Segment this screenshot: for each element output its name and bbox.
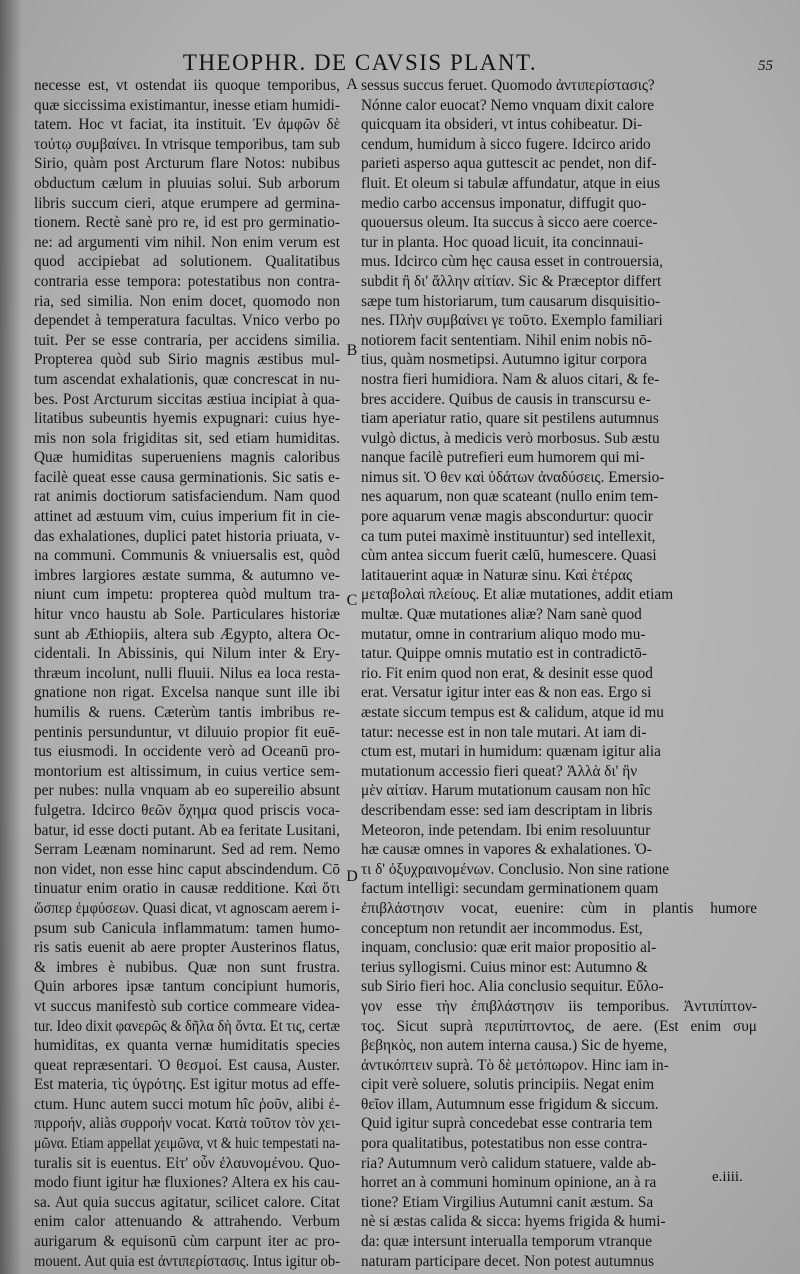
text-line: tur. Ideo dixit φανερῶς & δῆλα δὴ ὄντα. Et τις, certæ xyxy=(34,1017,340,1035)
text-line: mutatur, omne in contrarium aliquo modo mu- xyxy=(361,625,646,643)
text-line: non videt, non esse hinc caput abscindendum. Cō xyxy=(34,860,340,878)
text-line: Est materia, τὶς ὑγρότης. Est igitur motus ad effe- xyxy=(34,1076,340,1094)
text-line: sub Sirio fieri hoc. Alia conclusio sequitur. Εὔλο- xyxy=(361,978,664,996)
text-line: æstate siccum tempus est & calidum, atque id mu xyxy=(361,704,664,721)
text-line: per nubes: nulla vnquam ab eo supereilio absunt xyxy=(34,782,340,800)
text-line: litatibus subeuntis hyemis expugnari: cuius hye- xyxy=(34,410,340,428)
text-line: γον esse τὴν ἐπιβλάστησιν iis temporibus. Ἀντιπίπτον- xyxy=(361,997,757,1015)
text-line: pentinis persunduntur, vt diluuio propior fit euē- xyxy=(34,723,340,741)
text-line: necesse est, vt ostendat iis quoque temporibus, xyxy=(34,77,340,94)
text-line: Quin arbores ipsæ tantum concipiunt humoris, xyxy=(34,978,340,996)
text-line: cendum, humidum à sicco fugere. Idcirco arido xyxy=(361,135,651,153)
text-line: thræum incolunt, nulli fluuii. Nilus ea loca resta- xyxy=(34,664,340,682)
text-line: ἀντικόπτειν suprà. Τὸ δὲ μετόπωρον. Hinc iam in- xyxy=(361,1056,669,1074)
text-line: humiditas, ex quanta vernæ humiditatis species xyxy=(34,1037,340,1055)
text-line: nimus sit. Ὁ θεν καὶ ὑδάτων ἀναδύσεις. Emersio- xyxy=(361,468,665,486)
text-line: vt succus manifestò sub cortice commeare videa- xyxy=(34,997,340,1015)
text-line: τούτῳ συμβαίνει. In vtrisque temporibus, tam sub xyxy=(34,135,340,153)
text-line: tur in planta. Hoc quoad licuit, ita concinnaui- xyxy=(361,233,644,251)
text-line: cùm antea siccum fuerit cælū, humescere. Quasi xyxy=(361,547,657,565)
text-line: rat animis doctiorum satisfaciendum. Nam quod xyxy=(34,488,340,506)
text-line: sessus succus feruet. Quomodo ἀντιπερίστασις? xyxy=(361,77,655,94)
text-line: humilis & ruens. Cæterùm tantis imbribus re- xyxy=(34,704,340,721)
right-text-column xyxy=(361,76,757,1271)
margin-letter-c: C xyxy=(346,592,358,609)
margin-letter-d: D xyxy=(346,868,358,885)
text-line: tuit. Per se esse contraria, per accidens similia. xyxy=(34,331,340,349)
text-line: quæ siccissima existimantur, inesse etiam humidi- xyxy=(34,96,340,114)
text-line: tionem. Rectè sanè pro re, id est pro germinatio- xyxy=(34,214,340,232)
binding-shadow xyxy=(0,0,22,1274)
text-line: tiam aperiatur ratio, quare sit pestilens autumnus xyxy=(361,410,659,428)
text-line: batur, id esse docti putant. Ab ea feritate Lusitani, xyxy=(34,821,340,839)
text-line: conceptum non retundit aer incommodus. Est, xyxy=(361,919,643,937)
text-line: contraria esse tempora: potestatibus non contra- xyxy=(34,272,340,290)
signature-mark: e.iiii. xyxy=(712,1169,743,1185)
text-line: factum intelligi: secundam germinationem quam xyxy=(361,880,659,898)
text-line: nes aquarum, non quæ scateant (nullo enim tem- xyxy=(361,488,659,506)
text-line: ria? Autumnum verò calidum statuere, valde ab- xyxy=(361,1154,657,1172)
text-line: ris satis euenit ab aere propter Austerinos flatus, xyxy=(34,939,340,957)
text-line: μεταβολαὶ πλείους. Et aliæ mutationes, addit etiam xyxy=(361,586,674,604)
text-line: bres accidere. Quibus de causis in transcursu e- xyxy=(361,390,651,408)
text-line: sæpe tum historiarum, tum causarum disquisitio- xyxy=(361,292,661,310)
text-line: mus. Idcirco cùm hęc causa esset in controuersia, xyxy=(361,253,664,271)
text-line: vulgò dictus, à medicis verò morbosus. Sub æstu xyxy=(361,429,660,447)
text-line: tinuatur enim oratio in causæ redditione. Καὶ ὅτι xyxy=(34,880,340,898)
text-line: cipit verè soluere, solutis principiis. Negat enim xyxy=(361,1076,655,1094)
text-line: subdit ἢ δι' ἄλλην αἰτίαν. Sic & Præceptor differt xyxy=(361,272,662,290)
text-line: libris succum cieri, atque erumpere ad germina- xyxy=(34,194,340,212)
text-line: fluit. Et oleum si tabulæ affundatur, atque in eius xyxy=(361,174,661,192)
text-line: & imbres è nubibus. Quæ non sunt frustra. xyxy=(34,958,340,976)
text-line: aurigarum & equisonū cùm carpunt iter ac pro- xyxy=(34,1233,340,1251)
text-line: describendam esse: sed iam descriptam in libris xyxy=(361,801,653,819)
text-line: naturam participare decet. Non potest autumnus xyxy=(361,1252,655,1270)
text-line: na communi. Communis & vniuersalis est, quòd xyxy=(34,547,340,565)
text-line: modo fiunt igitur hæ fluxiones? Altera ex his cau- xyxy=(34,1174,340,1192)
text-line: ἐπιβλάστησιν vocat, euenire: cùm in plantis humore xyxy=(361,899,757,917)
text-line: horret an à communi hominum opinione, an à ra xyxy=(361,1174,657,1192)
text-line: nè si æstas calida & sicca: hyems frigida & humi- xyxy=(361,1213,666,1231)
margin-letter-b: B xyxy=(346,342,358,359)
text-line: tum ascendat exhalationis, quæ concrescat in nu- xyxy=(34,370,340,388)
text-line: dependet à temperatura facultas. Vnico verbo po xyxy=(34,312,340,330)
text-line: turalis sit is euentus. Εἰτ' οὖν ἐλαυνομένου. Quo- xyxy=(34,1154,340,1172)
text-line: mutationum accessio fieri queat? Ἀλλὰ δι' ἣν xyxy=(361,762,638,780)
text-line: Propterea quòd sub Sirio magnis æstibus mul- xyxy=(34,351,340,369)
text-line: mis non sola frigiditas sit, sed etiam humiditas. xyxy=(34,429,340,447)
left-text-column xyxy=(34,76,340,1271)
text-line: ὥσπερ ἐμφύσεων. Quasi dicat, vt agnoscam aerem i- xyxy=(34,899,340,917)
text-line: θεῖον illam, Autumnum esse frigidum & siccum. xyxy=(361,1095,659,1113)
text-line: medio carbo accensus imponatur, diffugit quo- xyxy=(361,194,647,212)
text-line: sa. Aut quia succus agitatur, scilicet calore. Citat xyxy=(34,1193,340,1211)
text-line: Meteoron, inde petendam. Ibi enim resoluuntur xyxy=(361,821,651,839)
text-line: μὲν αἰτίαν. Harum mutationum causam non hîc xyxy=(361,782,651,800)
text-line: inquam, conclusio: quæ erit maior propositio al- xyxy=(361,939,657,957)
text-line: nes. Πλὴν συμβαίνει γε τοῦτο. Exemplo familiari xyxy=(361,312,663,330)
text-line: niunt cum impetu: propterea quòd multum tra- xyxy=(34,586,340,604)
text-line: tus eiusmodi. In occidente verò ad Oceanū pro- xyxy=(34,743,340,761)
text-line: psum sub Canicula inflammatum: tamen humo- xyxy=(34,919,340,937)
text-line: multæ. Quæ mutationes aliæ? Nam sanè quod xyxy=(361,606,642,624)
text-line: erat. Versatur igitur inter eas & non eas. Ergo si xyxy=(361,684,652,702)
text-line: enim calor attenuando & attrahendo. Verbum xyxy=(34,1213,340,1231)
text-line: queat repræsentari. Ὁ θεσμοί. Est causa, Auster. xyxy=(34,1056,340,1074)
text-line: pore aquarum venæ magis abscondurtur: quocir xyxy=(361,508,653,526)
text-line: tatem. Hoc vt faciat, ita instituit. Ἐν ἀμφῶν δὲ xyxy=(34,116,340,134)
text-line: latitauerint aquæ in Naturæ sinu. Καὶ ἑτέρας xyxy=(361,566,633,584)
text-line: βεβηκὸς, non autem interna causa.) Sic de hyeme, xyxy=(361,1037,668,1055)
text-line: parieti asperso aqua guttescit ac pendet, non dif- xyxy=(361,155,657,173)
text-line: hæ causæ omnes in vapores & exhalationes. Ὁ- xyxy=(361,841,652,859)
text-line: Serram Leænam nominarunt. Sed ad rem. Nemo xyxy=(34,841,340,859)
text-line: cidentali. In Abissinis, qui Nilum inter & Ery- xyxy=(34,645,340,663)
text-line: tione? Etiam Virgilius Autumni canit æstum. Sa xyxy=(361,1193,654,1211)
text-line: da: quæ intersunt interualla temporum vtranque xyxy=(361,1233,652,1251)
text-line: tatur: necesse est in non tale mutari. At iam di- xyxy=(361,723,647,741)
text-line: facilè queat esse causa germinationis. Sic satis e- xyxy=(34,468,340,486)
text-line: bes. Post Arcturum siccitas æstiua incipiat à qua- xyxy=(34,390,340,408)
text-line: Quæ humiditas superueniens magnis caloribus xyxy=(34,449,340,467)
text-line: Sirio, quàm post Arcturum flare Notos: nubibus xyxy=(34,155,340,173)
text-line: montorium est altissimum, in cuius vertice sem- xyxy=(34,762,340,780)
text-line: quicquam ita obsideri, vt intus cohibeatur. Di- xyxy=(361,116,643,134)
text-line: tatur. Quippe omnis mutatio est in contradictō- xyxy=(361,645,647,663)
text-line: Nónne calor euocat? Nemo vnquam dixit calore xyxy=(361,96,655,114)
margin-letter-a: A xyxy=(346,76,358,93)
text-line: mouent. Aut quia est ἀντιπερίστασις. Intus igitur ob- xyxy=(34,1252,340,1270)
text-line: notiorem facit sententiam. Nihil enim nobis nō- xyxy=(361,331,653,349)
text-line: hitur vnco haustu ab Sole. Particulares historiæ xyxy=(34,606,340,624)
text-line: terius syllogismi. Cuius minor est: Autumno & xyxy=(361,958,648,976)
text-line: imbres largiores æstate summa, & autumno ve- xyxy=(34,566,340,584)
text-line: Quid igitur suprà concedebat esse contraria tem xyxy=(361,1115,653,1133)
text-line: quouersus oleum. Ita succus à sicco aere coerce- xyxy=(361,214,658,232)
text-line: τι δ' ὀξυχραινομένων. Conclusio. Non sine ratione xyxy=(361,860,669,878)
text-line: das exhalationes, duplici patet historia priuata, v- xyxy=(34,527,340,545)
text-line: μῶνα. Etiam appellat χειμῶνα, vt & huic tempestati na- xyxy=(34,1135,340,1153)
text-line: πιρροήν, aliàs συρροήν vocat. Κατὰ τοῦτον τὸν χει- xyxy=(34,1115,340,1133)
text-line: sunt ab Æthiopiis, altera sub Ægypto, altera Oc- xyxy=(34,625,340,643)
text-line: pora qualitatibus, potestatibus non esse contra- xyxy=(361,1135,648,1153)
text-line: obductum cælum in pluuias solui. Sub arborum xyxy=(34,174,340,192)
page-number: 55 xyxy=(758,58,773,74)
text-line: tius, quàm nosmetipsi. Autumno igitur corpora xyxy=(361,351,647,369)
running-title: THEOPHR. DE CAVSIS PLANT. xyxy=(182,50,538,75)
text-line: ctum. Hunc autem succi motum hîc ῥοῦν, alibi ἐ- xyxy=(34,1095,340,1113)
text-line: ca tum putei maximè instituuntur) sed intellexit, xyxy=(361,527,656,545)
text-line: gnatione non rigat. Excelsa nanque sunt ille ibi xyxy=(34,684,340,702)
text-line: nostra fieri humidiora. Nam & aluos citari, & fe- xyxy=(361,370,660,388)
text-line: ria, sed similia. Non enim docet, quomodo non xyxy=(34,292,340,310)
text-line: rio. Fit enim quod non erat, & desinit esse quod xyxy=(361,664,653,682)
text-line: attinet ad æstuum vim, cuius imperium fit in cie- xyxy=(34,508,340,526)
text-line: τος. Sicut suprà περιπίπτοντος, de aere. (Est enim συμ xyxy=(361,1017,757,1035)
text-line: quod accipiebat ad solutionem. Qualitatibus xyxy=(34,253,340,271)
text-line: ctum est, mutari in humidum: quænam igitur alia xyxy=(361,743,661,761)
text-line: fulgetra. Idcirco θεῶν ὄχημα quod priscis voca- xyxy=(34,801,340,819)
text-line: ne: ad argumenti vim nihil. Non enim verum est xyxy=(34,233,340,251)
text-line: nanque facilè putrefieri eum humorem qui mi- xyxy=(361,449,645,467)
